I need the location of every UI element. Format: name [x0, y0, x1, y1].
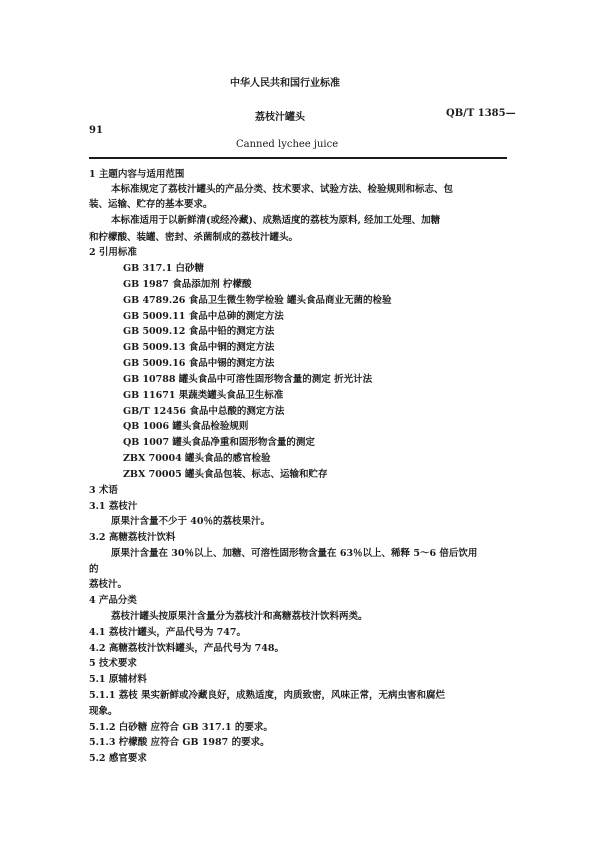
body-paragraph: 5.1.2 白砂糖 应符合 GB 317.1 的要求。 [89, 722, 273, 733]
body-paragraph: 荔枝汁。 [89, 579, 128, 590]
reference-item: ZBX 70004 罐头食品的感官检验 [123, 453, 271, 464]
standard-code: QB/T 1385— [446, 108, 516, 119]
reference-item: GB 5009.11 食品中总砷的测定方法 [123, 311, 284, 322]
reference-item: ZBX 70005 罐头食品包装、标志、运输和贮存 [123, 469, 328, 480]
reference-item: GB 11671 果蔬类罐头食品卫生标准 [123, 390, 284, 401]
body-paragraph: 荔枝汁罐头按原果汁含量分为荔枝汁和高糖荔枝汁饮料两类。 [111, 611, 368, 622]
section-heading: 3 术语 [89, 485, 118, 496]
reference-item: GB 5009.12 食品中铅的测定方法 [123, 326, 275, 337]
section-heading: 1 主题内容与适用范围 [89, 169, 185, 180]
reference-item: QB 1006 罐头食品检验规则 [123, 421, 249, 432]
reference-item: GB 10788 罐头食品中可溶性固形物含量的测定 折光计法 [123, 374, 373, 385]
body-paragraph: 本标准规定了荔枝汁罐头的产品分类、技术要求、试验方法、检验规则和标志、包 [111, 184, 454, 195]
section-heading: 5 技术要求 [89, 658, 137, 669]
section-heading: 4 产品分类 [89, 595, 137, 606]
body-paragraph: 本标准适用于以新鲜清(或经冷藏)、成熟适度的荔枝为原料, 经加工处理、加糖 [111, 215, 441, 226]
subsection-heading: 4.1 荔枝汁罐头，产品代号为 747。 [89, 627, 246, 638]
subsection-heading: 4.2 高糖荔枝汁饮料罐头，产品代号为 748。 [89, 643, 284, 654]
body-paragraph: 现象。 [89, 706, 118, 717]
body-paragraph: 的 [89, 564, 99, 575]
body-paragraph: 和柠檬酸、装罐、密封、杀菌制成的荔枝汁罐头。 [89, 232, 299, 243]
subsection-heading: 5.2 感官要求 [89, 753, 147, 764]
subsection-heading: 3.1 荔枝汁 [89, 501, 138, 512]
section-heading: 2 引用标准 [89, 247, 137, 258]
standard-org-heading: 中华人民共和国行业标准 [230, 78, 340, 89]
reference-item: GB 317.1 白砂糖 [123, 263, 205, 274]
subsection-heading: 3.2 高糖荔枝汁饮料 [89, 532, 176, 543]
standard-english-title: Canned lychee juice [236, 139, 339, 150]
standard-code-continuation: 91 [89, 125, 103, 136]
reference-item: GB 1987 食品添加剂 柠檬酸 [123, 279, 252, 290]
header-divider [89, 157, 507, 159]
subsection-heading: 5.1 原辅材料 [89, 674, 147, 685]
reference-item: GB/T 12456 食品中总酸的测定方法 [123, 406, 285, 417]
reference-item: GB 5009.16 食品中锡的测定方法 [123, 358, 275, 369]
body-paragraph: 5.1.1 荔枝 果实新鲜或冷藏良好，成熟适度，肉质致密，风味正常，无病虫害和腐烂 [89, 690, 446, 701]
body-paragraph: 原果汁含量在 30％以上、加糖、可溶性固形物含量在 63％以上、稀释 5～6 倍后饮用 [111, 548, 478, 559]
body-paragraph: 原果汁含量不少于 40％的荔枝果汁。 [111, 516, 271, 527]
reference-item: GB 5009.13 食品中铜的测定方法 [123, 342, 275, 353]
reference-item: GB 4789.26 食品卫生微生物学检验 罐头食品商业无菌的检验 [123, 295, 392, 306]
standard-title: 荔枝汁罐头 [255, 112, 305, 123]
body-paragraph: 5.1.3 柠檬酸 应符合 GB 1987 的要求。 [89, 737, 270, 748]
body-paragraph: 装、运输、贮存的基本要求。 [89, 199, 213, 210]
reference-item: QB 1007 罐头食品净重和固形物含量的测定 [123, 437, 315, 448]
